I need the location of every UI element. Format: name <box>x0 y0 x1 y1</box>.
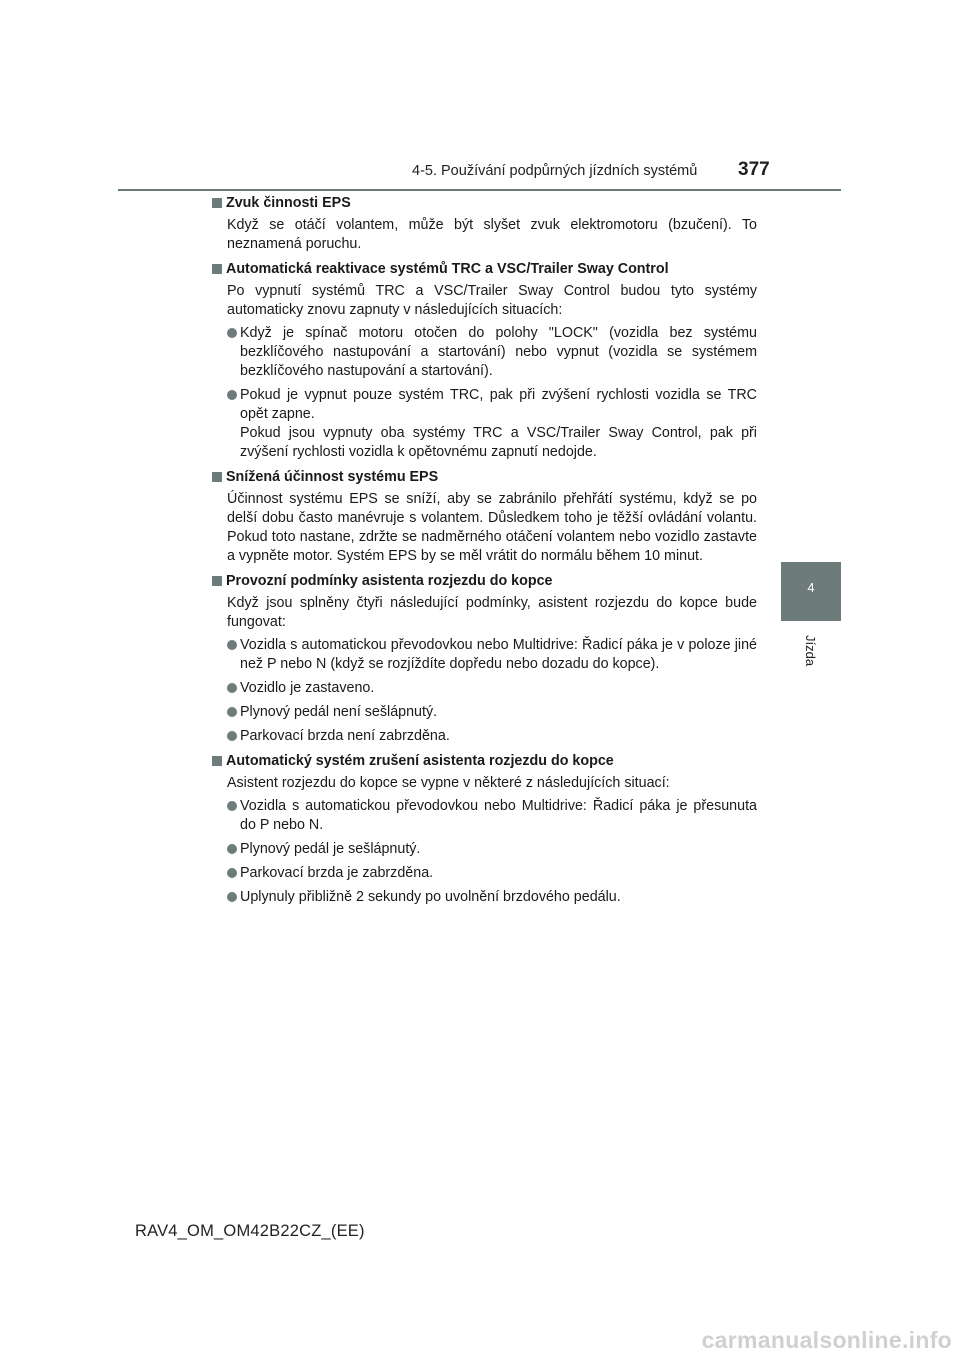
section-title: Provozní podmínky asistenta rozjezdu do kopce <box>211 572 757 591</box>
section-paragraph: Po vypnutí systémů TRC a VSC/Trailer Sway Control budou tyto systémy automaticky znovu zapnuty v následujících situacích: <box>227 283 757 318</box>
bullet-item: Pokud je vypnut pouze systém TRC, pak při zvýšení rychlosti vozidla se TRC opět zapne. Pokud jsou vypnuty oba systémy TRC a VSC/Trailer Sway Control, pak při zvýšení rychlosti vozidla k opětovnému zapnutí nedojde. <box>227 386 757 462</box>
section-title: Snížená účinnost systému EPS <box>211 468 757 487</box>
document-code: RAV4_OM_OM42B22CZ_(EE) <box>135 1222 365 1240</box>
content-section <box>211 260 757 462</box>
section-paragraph: Když jsou splněny čtyři následující podmínky, asistent rozjezdu do kopce bude fungovat: <box>227 595 757 630</box>
bullet-item: Plynový pedál je sešlápnutý. <box>227 840 757 859</box>
content-section <box>211 572 757 746</box>
content-section <box>211 194 757 254</box>
bullet-item: Vozidla s automatickou převodovkou nebo Multidrive: Řadicí páka je v poloze jiné než P nebo N (když se rozjíždíte dopředu nebo dozadu do kopce). <box>227 636 757 674</box>
chapter-label: Jízda <box>803 635 818 667</box>
page-content <box>211 194 757 913</box>
bullet-item: Vozidlo je zastaveno. <box>227 679 757 698</box>
section-paragraph: Asistent rozjezdu do kopce se vypne v některé z následujících situací: <box>227 775 670 791</box>
watermark-logo: carmanualsonline.info <box>701 1327 952 1353</box>
bullet-item: Parkovací brzda je zabrzděna. <box>227 864 757 883</box>
bullet-item: Plynový pedál není sešlápnutý. <box>227 703 757 722</box>
content-section <box>211 468 757 566</box>
section-heading: 4-5. Používání podpůrných jízdních systémů <box>412 163 698 179</box>
chapter-tab <box>781 562 841 621</box>
bullet-item: Uplynuly přibližně 2 sekundy po uvolnění brzdového pedálu. <box>227 888 757 907</box>
section-title: Zvuk činnosti EPS <box>211 194 757 213</box>
bullet-item: Vozidla s automatickou převodovkou nebo Multidrive: Řadicí páka je přesunuta do P nebo N. <box>227 797 757 835</box>
page-number: 377 <box>738 159 770 180</box>
header-divider <box>118 189 841 191</box>
section-title: Automatický systém zrušení asistenta rozjezdu do kopce <box>211 752 757 771</box>
content-section <box>211 752 757 907</box>
section-title: Automatická reaktivace systémů TRC a VSC/Trailer Sway Control <box>211 260 757 279</box>
bullet-item: Když je spínač motoru otočen do polohy "LOCK" (vozidla bez systému bezklíčového nastupování a startování) nebo vypnut (vozidla se systémem bezklíčového nastupování a startování). <box>227 324 757 381</box>
section-paragraph: Když se otáčí volantem, může být slyšet zvuk elektromotoru (bzučení). To neznamená poruchu. <box>227 217 757 252</box>
bullet-item: Parkovací brzda není zabrzděna. <box>227 727 757 746</box>
section-paragraph: Účinnost systému EPS se sníží, aby se zabránilo přehřátí systému, když se po delší dobu často manévruje s volantem. Důsledkem toho je těžší ovládání volantu. Pokud toto nastane, zdržte se nadměrného otáčení volantem nebo vozidlo zastavte a vypněte motor. Systém EPS by se měl vrátit do normálu během 10 minut. <box>227 491 757 564</box>
chapter-number: 4 <box>807 580 815 595</box>
